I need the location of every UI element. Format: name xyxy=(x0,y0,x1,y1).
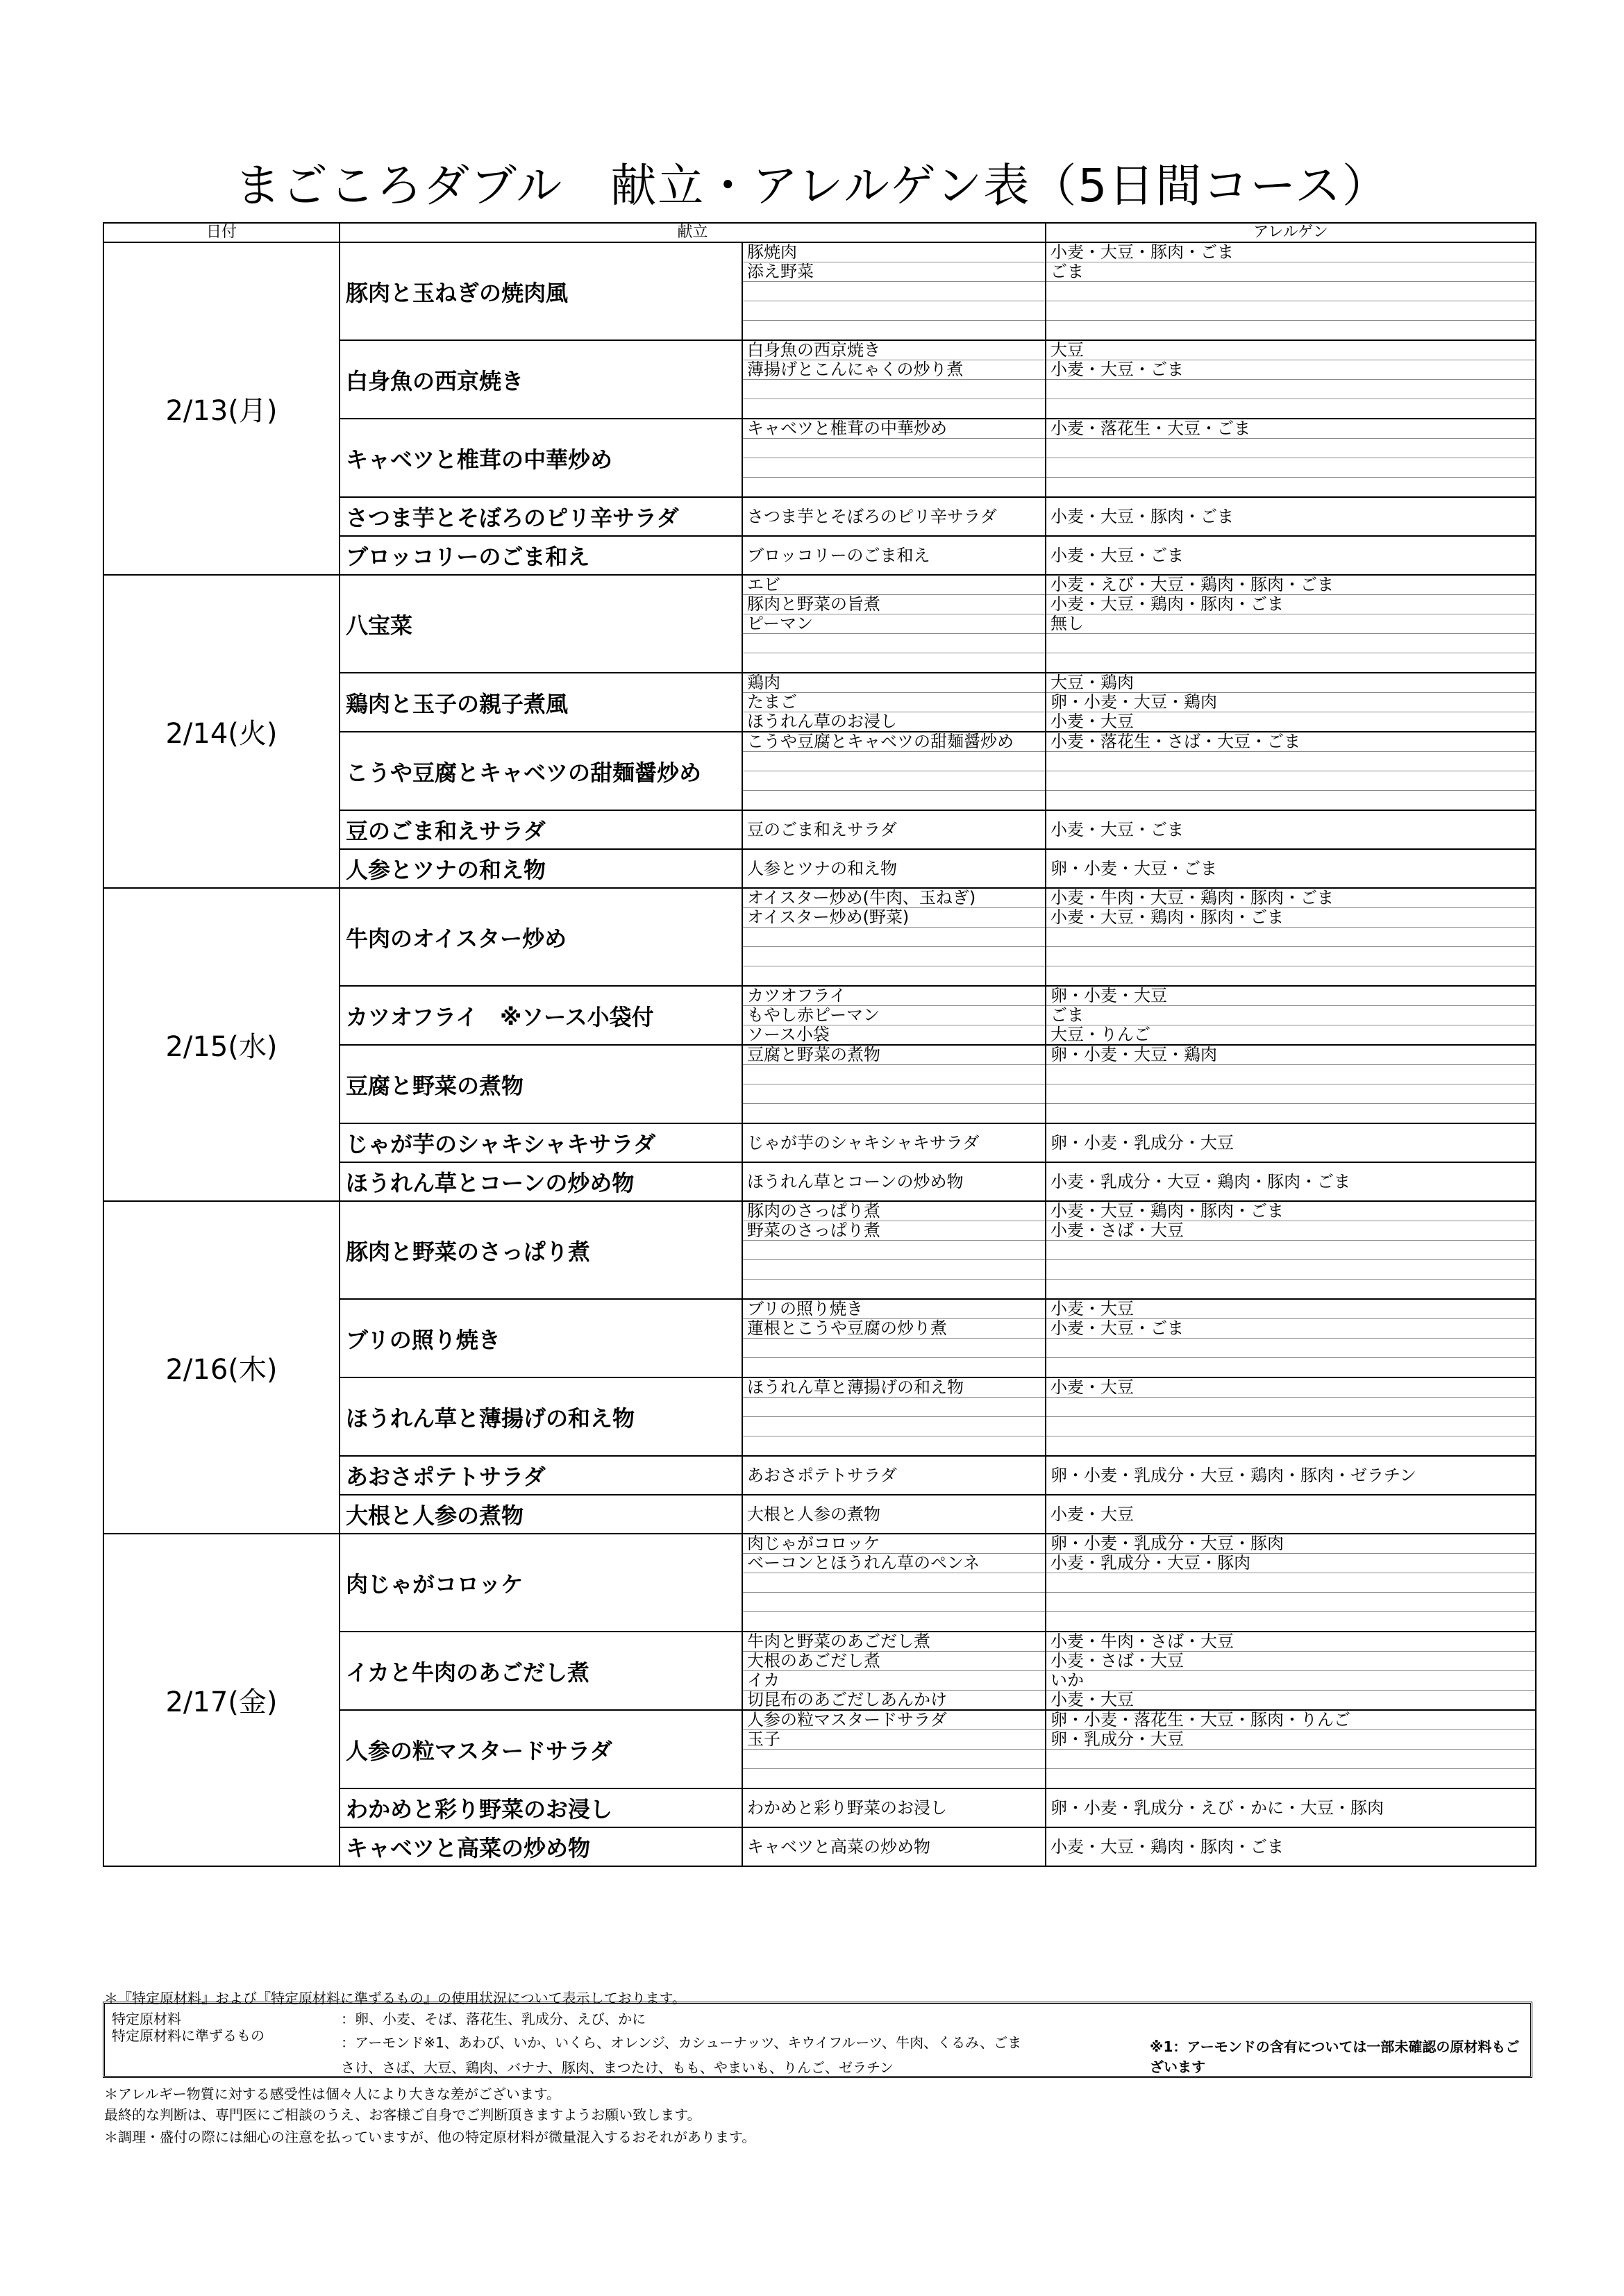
table-row xyxy=(103,888,1536,908)
day-group xyxy=(103,575,1536,888)
legend-specific-label: 特定原材料 xyxy=(112,2011,181,2027)
component-name xyxy=(742,771,1046,791)
allergen-list xyxy=(1046,947,1536,966)
component-name: 人参とツナの和え物 xyxy=(742,849,1046,888)
allergen-list: 小麦・大豆 xyxy=(1046,712,1536,732)
dish-name: 大根と人参の煮物 xyxy=(340,1495,742,1534)
allergen-list: 小麦・大豆 xyxy=(1046,1495,1536,1534)
component-name: カツオフライ xyxy=(742,986,1046,1006)
allergen-list: 小麦・牛肉・さば・大豆 xyxy=(1046,1632,1536,1652)
component-name: エビ xyxy=(742,575,1046,595)
component-name xyxy=(742,301,1046,321)
component-name xyxy=(742,1260,1046,1280)
disclaimer-sensitivity: ＊アレルギー物質に対する感受性は個々人により大きな差がございます。 xyxy=(104,2086,561,2102)
component-name: 豚肉のさっぱり煮 xyxy=(742,1201,1046,1221)
allergen-list: 卵・小麦・乳成分・大豆 xyxy=(1046,1123,1536,1162)
allergen-list xyxy=(1046,1398,1536,1417)
component-name xyxy=(742,1593,1046,1612)
component-name xyxy=(742,1436,1046,1457)
day-group xyxy=(103,242,1536,575)
component-name: ほうれん草のお浸し xyxy=(742,712,1046,732)
allergen-list xyxy=(1046,966,1536,987)
allergen-list: 小麦・大豆・豚肉・ごま xyxy=(1046,497,1536,536)
legend-almond-note: ※1：アーモンドの含有については一部未確認の原材料もございます xyxy=(1150,2038,1520,2075)
component-name xyxy=(742,1398,1046,1417)
component-name: キャベツと椎茸の中華炒め xyxy=(742,419,1046,439)
component-name xyxy=(742,634,1046,653)
component-name: 薄揚げとこんにゃくの炒り煮 xyxy=(742,360,1046,380)
component-name xyxy=(742,1084,1046,1104)
allergen-list xyxy=(1046,321,1536,341)
component-name: 肉じゃがコロッケ xyxy=(742,1534,1046,1554)
menu-allergen-table xyxy=(103,222,1537,1867)
allergen-list: 小麦・さば・大豆 xyxy=(1046,1652,1536,1671)
component-name: ブロッコリーのごま和え xyxy=(742,536,1046,575)
component-name: ほうれん草とコーンの炒め物 xyxy=(742,1162,1046,1201)
component-name: もやし赤ピーマン xyxy=(742,1006,1046,1025)
component-name xyxy=(742,1339,1046,1358)
allergen-list xyxy=(1046,791,1536,811)
allergen-list: 卵・小麦・大豆・鶏肉 xyxy=(1046,693,1536,712)
allergen-list xyxy=(1046,1280,1536,1300)
allergen-list: 大豆・りんご xyxy=(1046,1025,1536,1046)
dish-name: 人参とツナの和え物 xyxy=(340,849,742,888)
component-name: 鶏肉 xyxy=(742,673,1046,693)
dish-name: キャベツと椎茸の中華炒め xyxy=(340,419,742,497)
dish-name: ブロッコリーのごま和え xyxy=(340,536,742,575)
component-name: 玉子 xyxy=(742,1730,1046,1750)
allergen-list xyxy=(1046,301,1536,321)
allergen-list xyxy=(1046,1612,1536,1632)
component-name: 豚肉と野菜の旨煮 xyxy=(742,595,1046,614)
allergen-list: 小麦・大豆・豚肉・ごま xyxy=(1046,242,1536,262)
allergen-list xyxy=(1046,1358,1536,1378)
component-name: ほうれん草と薄揚げの和え物 xyxy=(742,1377,1046,1398)
component-name xyxy=(742,1065,1046,1084)
disclaimer-consult: 最終的な判断は、専門医にご相談のうえ、お客様ご自身でご判断頂きますようお願い致します。 xyxy=(104,2106,701,2123)
component-name: 蓮根とこうや豆腐の炒り煮 xyxy=(742,1319,1046,1339)
day-date: 2/17(金) xyxy=(103,1534,340,1866)
allergen-list: 小麦・落花生・大豆・ごま xyxy=(1046,419,1536,439)
component-name: 野菜のさっぱり煮 xyxy=(742,1221,1046,1241)
allergen-list: 無し xyxy=(1046,614,1536,634)
allergen-list xyxy=(1046,1104,1536,1124)
component-name: ブリの照り焼き xyxy=(742,1299,1046,1319)
allergen-list: 卵・小麦・乳成分・大豆・鶏肉・豚肉・ゼラチン xyxy=(1046,1456,1536,1495)
component-name: あおさポテトサラダ xyxy=(742,1456,1046,1495)
dish-name: さつま芋とそぼろのピリ辛サラダ xyxy=(340,497,742,536)
component-name xyxy=(742,1358,1046,1378)
table-row xyxy=(103,242,1536,262)
component-name: ピーマン xyxy=(742,614,1046,634)
allergen-list: 小麦・牛肉・大豆・鶏肉・豚肉・ごま xyxy=(1046,888,1536,908)
allergen-list xyxy=(1046,478,1536,498)
allergen-list: 小麦・乳成分・大豆・豚肉 xyxy=(1046,1554,1536,1573)
component-name xyxy=(742,1612,1046,1632)
allergen-list: 小麦・落花生・さば・大豆・ごま xyxy=(1046,732,1536,752)
component-name xyxy=(742,928,1046,947)
allergen-list: 卵・小麦・乳成分・えび・かに・大豆・豚肉 xyxy=(1046,1788,1536,1827)
component-name: 大根と人参の煮物 xyxy=(742,1495,1046,1534)
header-date: 日付 xyxy=(103,223,340,242)
allergen-list xyxy=(1046,439,1536,458)
allergen-list: 小麦・大豆・鶏肉・豚肉・ごま xyxy=(1046,595,1536,614)
allergen-list xyxy=(1046,1065,1536,1084)
day-date: 2/13(月) xyxy=(103,242,340,575)
component-name: たまご xyxy=(742,693,1046,712)
dish-name: 豆のごま和えサラダ xyxy=(340,810,742,849)
dish-name: あおさポテトサラダ xyxy=(340,1456,742,1495)
allergen-list: 小麦・乳成分・大豆・鶏肉・豚肉・ごま xyxy=(1046,1162,1536,1201)
allergen-list xyxy=(1046,653,1536,673)
component-name xyxy=(742,752,1046,771)
allergen-list: 小麦・大豆 xyxy=(1046,1377,1536,1398)
allergen-list: 小麦・大豆・ごま xyxy=(1046,1319,1536,1339)
dish-name: 豚肉と野菜のさっぱり煮 xyxy=(340,1201,742,1299)
allergen-list: ごま xyxy=(1046,262,1536,282)
allergen-list: 卵・小麦・大豆・鶏肉 xyxy=(1046,1045,1536,1065)
table-row xyxy=(103,575,1536,595)
dish-name: 牛肉のオイスター炒め xyxy=(340,888,742,986)
header-allergen: アレルゲン xyxy=(1046,223,1536,242)
allergen-list xyxy=(1046,380,1536,399)
component-name xyxy=(742,380,1046,399)
component-name xyxy=(742,458,1046,478)
allergen-list: 小麦・大豆・鶏肉・豚肉・ごま xyxy=(1046,1827,1536,1866)
day-group xyxy=(103,888,1536,1201)
component-name xyxy=(742,653,1046,673)
day-date: 2/14(火) xyxy=(103,575,340,888)
component-name: ソース小袋 xyxy=(742,1025,1046,1046)
allergen-list xyxy=(1046,752,1536,771)
allergen-list xyxy=(1046,634,1536,653)
dish-name: カツオフライ ※ソース小袋付 xyxy=(340,986,742,1045)
allergen-list: 大豆 xyxy=(1046,340,1536,360)
dish-name: 人参の粒マスタードサラダ xyxy=(340,1710,742,1788)
allergen-list xyxy=(1046,1084,1536,1104)
component-name: 白身魚の西京焼き xyxy=(742,340,1046,360)
header-menu: 献立 xyxy=(340,223,1046,242)
allergen-list: 小麦・大豆・鶏肉・豚肉・ごま xyxy=(1046,1201,1536,1221)
component-name: 牛肉と野菜のあごだし煮 xyxy=(742,1632,1046,1652)
allergen-list xyxy=(1046,1339,1536,1358)
component-name xyxy=(742,1280,1046,1300)
allergen-list: 卵・小麦・落花生・大豆・豚肉・りんご xyxy=(1046,1710,1536,1730)
dish-name: じゃが芋のシャキシャキサラダ xyxy=(340,1123,742,1162)
legend-specific-value: ：卵、小麦、そば、落花生、乳成分、えび、かに xyxy=(341,2011,646,2027)
allergen-list xyxy=(1046,399,1536,419)
allergen-list xyxy=(1046,1593,1536,1612)
allergen-list xyxy=(1046,282,1536,301)
component-name xyxy=(742,321,1046,341)
component-name xyxy=(742,1104,1046,1124)
allergen-list xyxy=(1046,1241,1536,1260)
allergen-legend-box xyxy=(103,2002,1532,2078)
allergen-list xyxy=(1046,1436,1536,1457)
component-name xyxy=(742,282,1046,301)
day-date: 2/15(水) xyxy=(103,888,340,1201)
page-title: まごころダブル 献立・アレルゲン表（5日間コース） xyxy=(234,159,1390,212)
component-name xyxy=(742,1750,1046,1769)
component-name xyxy=(742,1769,1046,1789)
allergen-list xyxy=(1046,1769,1536,1789)
component-name: オイスター炒め(牛肉、玉ねぎ) xyxy=(742,888,1046,908)
dish-name: 鶏肉と玉子の親子煮風 xyxy=(340,673,742,732)
component-name: さつま芋とそぼろのピリ辛サラダ xyxy=(742,497,1046,536)
dish-name: ブリの照り焼き xyxy=(340,1299,742,1377)
allergen-list: 小麦・大豆・鶏肉・豚肉・ごま xyxy=(1046,908,1536,928)
dish-name: ほうれん草とコーンの炒め物 xyxy=(340,1162,742,1201)
allergen-list xyxy=(1046,1417,1536,1436)
allergen-list xyxy=(1046,1573,1536,1593)
allergen-list xyxy=(1046,771,1536,791)
component-name xyxy=(742,947,1046,966)
component-name xyxy=(742,439,1046,458)
allergen-list: 小麦・大豆・ごま xyxy=(1046,536,1536,575)
component-name: イカ xyxy=(742,1671,1046,1691)
allergen-list xyxy=(1046,1750,1536,1769)
table-header-row xyxy=(103,223,1536,242)
dish-name: キャベツと高菜の炒め物 xyxy=(340,1827,742,1866)
allergen-list: 小麦・大豆・ごま xyxy=(1046,810,1536,849)
component-name: キャベツと高菜の炒め物 xyxy=(742,1827,1046,1866)
table-row xyxy=(103,1534,1536,1554)
component-name: わかめと彩り野菜のお浸し xyxy=(742,1788,1046,1827)
component-name: 大根のあごだし煮 xyxy=(742,1652,1046,1671)
table-footnote: ＊『特定原材料』および『特定原材料に準ずるもの』の使用状況について表示しております。 xyxy=(104,1990,686,2006)
allergen-list: 小麦・大豆 xyxy=(1046,1691,1536,1711)
allergen-list: 小麦・大豆 xyxy=(1046,1299,1536,1319)
allergen-list: 小麦・えび・大豆・鶏肉・豚肉・ごま xyxy=(1046,575,1536,595)
allergen-list xyxy=(1046,458,1536,478)
dish-name: 八宝菜 xyxy=(340,575,742,673)
component-name xyxy=(742,966,1046,987)
allergen-list xyxy=(1046,1260,1536,1280)
allergen-list: 卵・小麦・大豆 xyxy=(1046,986,1536,1006)
dish-name: わかめと彩り野菜のお浸し xyxy=(340,1788,742,1827)
dish-name: ほうれん草と薄揚げの和え物 xyxy=(340,1377,742,1456)
day-group xyxy=(103,1534,1536,1866)
component-name: ベーコンとほうれん草のペンネ xyxy=(742,1554,1046,1573)
allergen-list xyxy=(1046,928,1536,947)
component-name: じゃが芋のシャキシャキサラダ xyxy=(742,1123,1046,1162)
dish-name: 肉じゃがコロッケ xyxy=(340,1534,742,1632)
legend-related-value-cont: さけ、さば、大豆、鶏肉、バナナ、豚肉、まつたけ、もも、やまいも、りんご、ゼラチン xyxy=(341,2059,894,2076)
day-group xyxy=(103,1201,1536,1534)
allergen-list: 卵・小麦・大豆・ごま xyxy=(1046,849,1536,888)
component-name xyxy=(742,478,1046,498)
dish-name: 白身魚の西京焼き xyxy=(340,340,742,419)
dish-name: 豆腐と野菜の煮物 xyxy=(340,1045,742,1123)
component-name: オイスター炒め(野菜) xyxy=(742,908,1046,928)
component-name xyxy=(742,1573,1046,1593)
component-name: 豆腐と野菜の煮物 xyxy=(742,1045,1046,1065)
component-name: こうや豆腐とキャベツの甜麺醤炒め xyxy=(742,732,1046,752)
allergen-list: 大豆・鶏肉 xyxy=(1046,673,1536,693)
dish-name: こうや豆腐とキャベツの甜麺醤炒め xyxy=(340,732,742,810)
component-name: 切昆布のあごだしあんかけ xyxy=(742,1691,1046,1711)
component-name: 添え野菜 xyxy=(742,262,1046,282)
component-name xyxy=(742,791,1046,811)
dish-name: イカと牛肉のあごだし煮 xyxy=(340,1632,742,1710)
table-row xyxy=(103,1201,1536,1221)
allergen-list: ごま xyxy=(1046,1006,1536,1025)
component-name xyxy=(742,1241,1046,1260)
component-name xyxy=(742,399,1046,419)
component-name xyxy=(742,1417,1046,1436)
component-name: 豆のごま和えサラダ xyxy=(742,810,1046,849)
allergen-list: 卵・乳成分・大豆 xyxy=(1046,1730,1536,1750)
legend-related-label: 特定原材料に準ずるもの xyxy=(112,2027,265,2044)
disclaimer-contamination: ＊調理・盛付の際には細心の注意を払っていますが、他の特定原材料が微量混入するおそれがあります。 xyxy=(104,2129,756,2145)
allergen-list: 小麦・大豆・ごま xyxy=(1046,360,1536,380)
day-date: 2/16(木) xyxy=(103,1201,340,1534)
component-name: 人参の粒マスタードサラダ xyxy=(742,1710,1046,1730)
dish-name: 豚肉と玉ねぎの焼肉風 xyxy=(340,242,742,340)
legend-related-value: ：アーモンド※1、あわび、いか、いくら、オレンジ、カシューナッツ、キウイフルーツ、牛肉、くるみ、ごま xyxy=(341,2034,1022,2051)
component-name: 豚焼肉 xyxy=(742,242,1046,262)
allergen-list: 卵・小麦・乳成分・大豆・豚肉 xyxy=(1046,1534,1536,1554)
allergen-list: いか xyxy=(1046,1671,1536,1691)
allergen-list: 小麦・さば・大豆 xyxy=(1046,1221,1536,1241)
